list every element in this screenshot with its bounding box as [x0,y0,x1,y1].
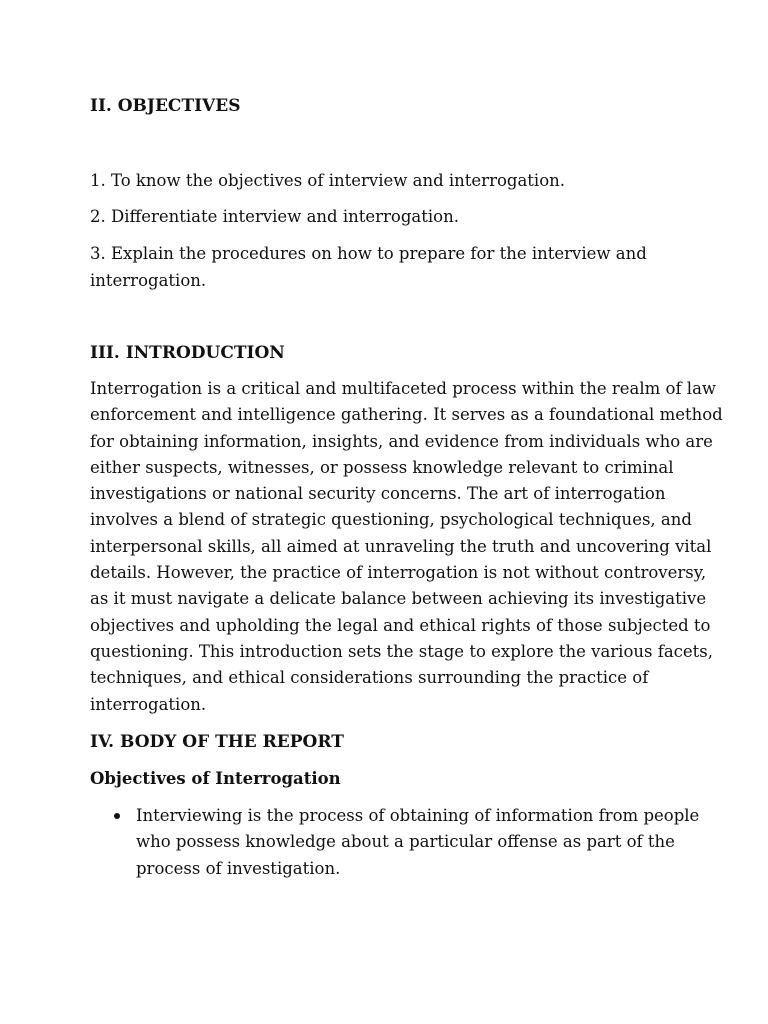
intro-line-3: for obtaining information, insights, and evidence from individuals who are [90,431,713,451]
intro-line-2: enforcement and intelligence gathering. It serves as a foundational method [90,405,723,425]
introduction-heading: III. INTRODUCTION [90,343,285,363]
objective-item-1 [90,167,565,194]
intro-line-4: either suspects, witnesses, or possess knowledge relevant to criminal [90,457,674,477]
objective-item-2 [90,203,459,230]
intro-line-6: involves a blend of strategic questioning, psychological techniques, and [90,510,692,530]
objective-item-3 [90,240,647,294]
introduction-paragraph [90,376,723,718]
objective-1-line-1: 1. To know the objectives of interview and interrogation. [90,171,566,190]
body-heading: IV. BODY OF THE REPORT [90,732,344,752]
objectives-of-interrogation-subheading: Objectives of Interrogation [90,769,341,788]
intro-line-5: investigations or national security concerns. The art of interrogation [90,484,666,504]
intro-line-10: objectives and upholding the legal and ethical rights of those subjected to [90,615,711,635]
bullet-text [136,803,699,882]
objective-2-line-1: 2. Differentiate interview and interrogation. [90,207,459,226]
intro-line-12: techniques, and ethical considerations surrounding the practice of [90,668,649,688]
bullet-1-line-3: process of investigation. [136,858,341,878]
objectives-heading: II. OBJECTIVES [90,96,241,116]
bullet-1-line-2: who possess knowledge about a particular offense as part of the [136,832,675,852]
bullet-1-line-1: Interviewing is the process of obtaining of information from people [136,806,700,825]
intro-line-7: interpersonal skills, all aimed at unraveling the truth and uncovering vital [90,536,712,556]
intro-line-13: interrogation. [90,694,207,714]
intro-line-9: as it must navigate a delicate balance between achieving its investigative [90,589,707,609]
intro-line-1: Interrogation is a critical and multifaceted process within the realm of law [90,379,717,398]
objective-3-line-2: interrogation. [90,271,207,290]
intro-line-8: details. However, the practice of interrogation is not without controversy, [90,563,707,583]
objective-3-line-1: 3. Explain the procedures on how to prepare for the interview and [90,244,647,263]
intro-line-11: questioning. This introduction sets the stage to explore the various facets, [90,641,714,661]
bullet-icon [114,813,120,819]
